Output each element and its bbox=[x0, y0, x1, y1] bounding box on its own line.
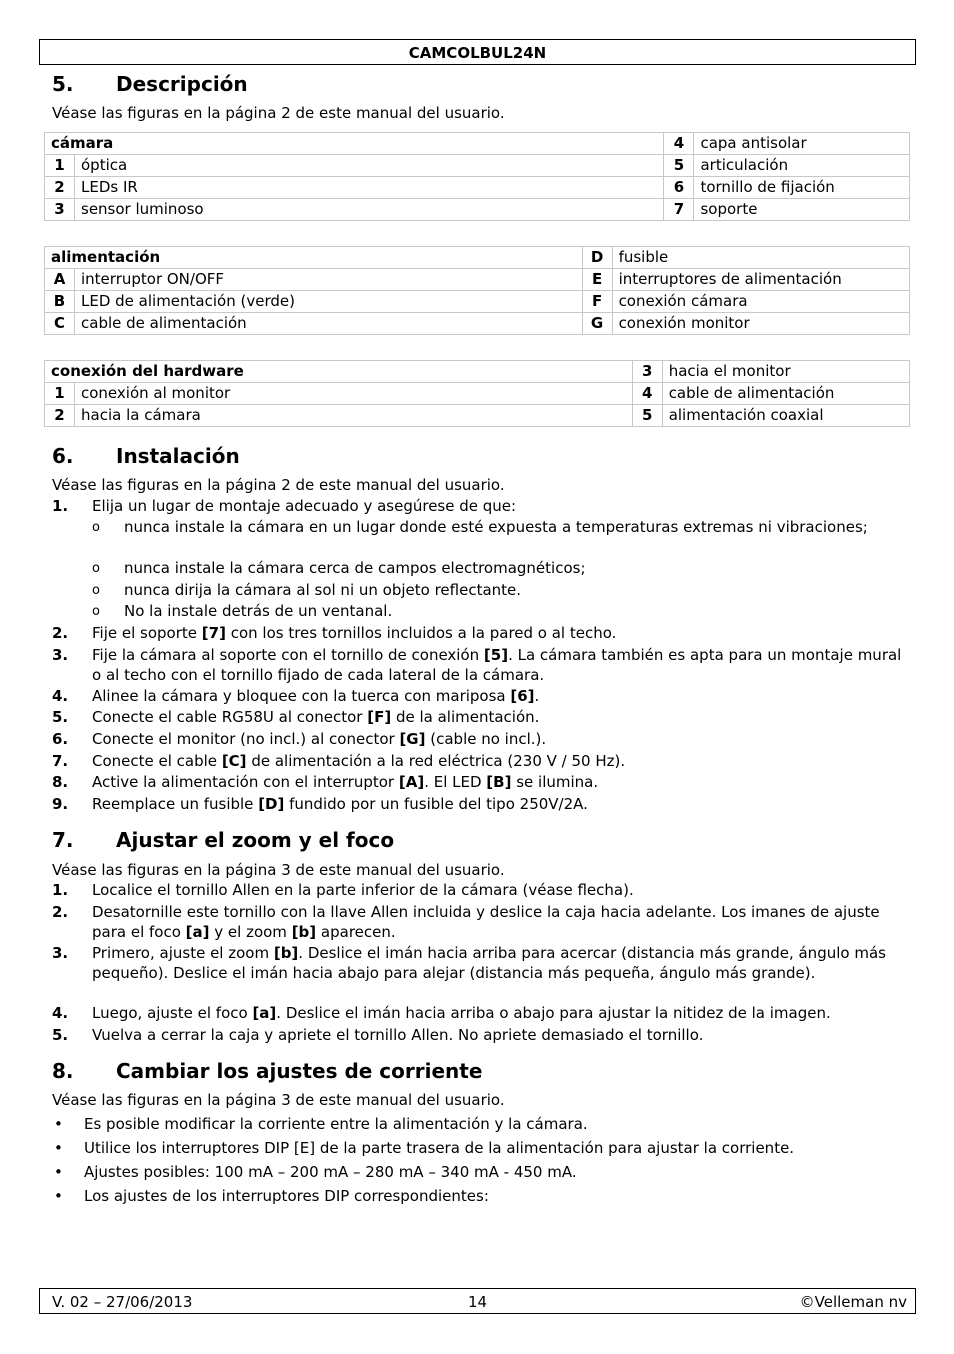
step-text: Conecte el cable [C] de alimentación a la red eléctrica (230 V / 50 Hz). bbox=[92, 752, 626, 770]
table-value: sensor luminoso bbox=[75, 199, 664, 221]
section-number: 8. bbox=[52, 1059, 74, 1083]
table-row bbox=[45, 199, 910, 221]
bullet-text: Utilice los interruptores DIP [E] de la parte trasera de la alimentación para ajustar la corriente. bbox=[84, 1139, 795, 1157]
sub-item-text: nunca instale la cámara cerca de campos electromagnéticos; bbox=[124, 559, 586, 577]
circle-bullet-icon: o bbox=[92, 520, 100, 535]
table-row bbox=[45, 291, 910, 313]
step-number: 4. bbox=[52, 1004, 69, 1022]
bullet-icon: • bbox=[54, 1187, 63, 1205]
sub-list-item bbox=[92, 518, 892, 538]
bullet-icon: • bbox=[54, 1139, 63, 1157]
circle-bullet-icon: o bbox=[92, 561, 100, 576]
section-title: Descripción bbox=[116, 72, 248, 96]
step-number: 8. bbox=[52, 773, 69, 791]
document-header bbox=[39, 39, 916, 65]
step-text: Reemplace un fusible [D] fundido por un fusible del tipo 250V/2A. bbox=[92, 795, 588, 813]
list-item bbox=[52, 1004, 912, 1024]
section-title: Cambiar los ajustes de corriente bbox=[116, 1059, 483, 1083]
sub-list-item bbox=[92, 559, 892, 579]
table-value: óptica bbox=[75, 155, 664, 177]
list-item bbox=[52, 730, 912, 750]
table-value: articulación bbox=[694, 155, 910, 177]
table-row bbox=[45, 133, 910, 155]
list-item bbox=[52, 708, 912, 728]
table-header: conexión del hardware bbox=[45, 361, 633, 383]
step-text: Luego, ajuste el foco [a]. Deslice el imán hacia arriba o abajo para ajustar la nitidez de la imagen. bbox=[92, 1004, 831, 1022]
step-text: Fije la cámara al soporte con el tornillo de conexión [5]. La cámara también es apta para un montaje mural o al techo con el tornillo fijado de cada lateral de la cámara. bbox=[92, 646, 902, 684]
step-number: 5. bbox=[52, 708, 69, 726]
list-item bbox=[52, 773, 912, 793]
table-value: LEDs IR bbox=[75, 177, 664, 199]
table-value: conexión cámara bbox=[612, 291, 909, 313]
table-row bbox=[45, 177, 910, 199]
table-row bbox=[45, 313, 910, 335]
bullet-text: Ajustes posibles: 100 mA – 200 mA – 280 mA – 340 mA - 450 mA. bbox=[84, 1163, 577, 1181]
list-item bbox=[52, 795, 912, 815]
table-value: LED de alimentación (verde) bbox=[75, 291, 583, 313]
table-key: 7 bbox=[664, 199, 694, 221]
step-text: Active la alimentación con el interruptor [A]. El LED [B] se ilumina. bbox=[92, 773, 599, 791]
bullet-icon: • bbox=[54, 1163, 63, 1181]
sub-list-item bbox=[92, 602, 892, 622]
table-value: tornillo de fijación bbox=[694, 177, 910, 199]
table-row bbox=[45, 383, 910, 405]
section-5-heading bbox=[52, 72, 248, 96]
section-number: 7. bbox=[52, 828, 74, 852]
bullet-text: Es posible modificar la corriente entre la alimentación y la cámara. bbox=[84, 1115, 588, 1133]
circle-bullet-icon: o bbox=[92, 604, 100, 619]
step-text: Desatornille este tornillo con la llave Allen incluida y deslice la caja hacia adelante. Los imanes de ajuste para el foco [a] y el zoom [b] aparecen. bbox=[92, 903, 880, 941]
version-label: V. 02 – 27/06/2013 bbox=[52, 1293, 193, 1311]
table-key: 2 bbox=[45, 405, 75, 427]
step-number: 1. bbox=[52, 497, 69, 515]
list-item bbox=[52, 944, 912, 983]
parts-table-hardware bbox=[44, 360, 910, 427]
list-item bbox=[52, 624, 912, 644]
table-value: hacia el monitor bbox=[662, 361, 909, 383]
table-key: C bbox=[45, 313, 75, 335]
table-value: soporte bbox=[694, 199, 910, 221]
section-8-intro: Véase las figuras en la página 3 de este manual del usuario. bbox=[52, 1091, 505, 1109]
step-text: Conecte el cable RG58U al conector [F] de la alimentación. bbox=[92, 708, 540, 726]
table-key: G bbox=[582, 313, 612, 335]
table-value: capa antisolar bbox=[694, 133, 910, 155]
step-number: 1. bbox=[52, 881, 69, 899]
table-key: D bbox=[582, 247, 612, 269]
step-text: Conecte el monitor (no incl.) al conector [G] (cable no incl.). bbox=[92, 730, 547, 748]
step-text: Localice el tornillo Allen en la parte inferior de la cámara (véase flecha). bbox=[92, 881, 634, 899]
step-number: 2. bbox=[52, 903, 69, 921]
table-header: alimentación bbox=[45, 247, 583, 269]
section-title: Instalación bbox=[116, 444, 240, 468]
bullet-text: Los ajustes de los interruptores DIP correspondientes: bbox=[84, 1187, 489, 1205]
sub-list-item bbox=[92, 581, 892, 601]
step-number: 3. bbox=[52, 646, 69, 664]
table-value: cable de alimentación bbox=[662, 383, 909, 405]
list-item bbox=[52, 497, 912, 517]
list-item bbox=[52, 1114, 912, 1134]
table-value: conexión monitor bbox=[612, 313, 909, 335]
step-number: 5. bbox=[52, 1026, 69, 1044]
table-key: 3 bbox=[45, 199, 75, 221]
list-item bbox=[52, 1186, 912, 1206]
section-5-intro: Véase las figuras en la página 2 de este manual del usuario. bbox=[52, 104, 505, 122]
table-value: alimentación coaxial bbox=[662, 405, 909, 427]
table-key: 1 bbox=[45, 155, 75, 177]
table-row bbox=[45, 155, 910, 177]
step-number: 6. bbox=[52, 730, 69, 748]
list-item bbox=[52, 687, 912, 707]
table-row bbox=[45, 405, 910, 427]
parts-table-power bbox=[44, 246, 910, 335]
section-title: Ajustar el zoom y el foco bbox=[116, 828, 395, 852]
section-6-intro: Véase las figuras en la página 2 de este manual del usuario. bbox=[52, 476, 505, 494]
sub-item-text: nunca dirija la cámara al sol ni un objeto reflectante. bbox=[124, 581, 522, 599]
step-number: 3. bbox=[52, 944, 69, 962]
document-footer bbox=[39, 1288, 916, 1314]
section-number: 5. bbox=[52, 72, 74, 96]
table-key: B bbox=[45, 291, 75, 313]
copyright-label: ©Velleman nv bbox=[799, 1293, 907, 1311]
step-text: Elija un lugar de montaje adecuado y asegúrese de que: bbox=[92, 497, 517, 515]
step-number: 7. bbox=[52, 752, 69, 770]
table-value: fusible bbox=[612, 247, 909, 269]
table-key: 5 bbox=[664, 155, 694, 177]
step-number: 9. bbox=[52, 795, 69, 813]
list-item bbox=[52, 1162, 912, 1182]
table-key: 2 bbox=[45, 177, 75, 199]
step-text: Vuelva a cerrar la caja y apriete el tornillo Allen. No apriete demasiado el tornillo. bbox=[92, 1026, 704, 1044]
table-key: 5 bbox=[632, 405, 662, 427]
parts-table-camera bbox=[44, 132, 910, 221]
table-row bbox=[45, 361, 910, 383]
list-item bbox=[52, 646, 912, 685]
circle-bullet-icon: o bbox=[92, 583, 100, 598]
section-6-heading bbox=[52, 444, 240, 468]
step-number: 2. bbox=[52, 624, 69, 642]
list-item bbox=[52, 752, 912, 772]
list-item bbox=[52, 881, 912, 901]
step-text: Fije el soporte [7] con los tres tornillos incluidos a la pared o al techo. bbox=[92, 624, 617, 642]
table-key: E bbox=[582, 269, 612, 291]
list-item bbox=[52, 903, 912, 942]
section-number: 6. bbox=[52, 444, 74, 468]
table-value: hacia la cámara bbox=[75, 405, 633, 427]
list-item bbox=[52, 1026, 912, 1046]
table-row bbox=[45, 269, 910, 291]
table-header: cámara bbox=[45, 133, 664, 155]
sub-item-text: No la instale detrás de un ventanal. bbox=[124, 602, 393, 620]
page-number: 14 bbox=[467, 1293, 488, 1311]
table-row bbox=[45, 247, 910, 269]
table-key: 1 bbox=[45, 383, 75, 405]
section-7-heading bbox=[52, 828, 394, 852]
sub-item-text: nunca instale la cámara en un lugar donde esté expuesta a temperaturas extremas ni vibraciones; bbox=[124, 518, 868, 536]
section-8-heading bbox=[52, 1059, 482, 1083]
bullet-icon: • bbox=[54, 1115, 63, 1133]
table-key: 4 bbox=[664, 133, 694, 155]
table-value: conexión al monitor bbox=[75, 383, 633, 405]
section-7-intro: Véase las figuras en la página 3 de este manual del usuario. bbox=[52, 861, 505, 879]
step-text: Primero, ajuste el zoom [b]. Deslice el imán hacia arriba para acercar (distancia más grande, ángulo más pequeño). Deslice el imán hacia abajo para alejar (distancia más pequeña, ángulo más grande). bbox=[92, 944, 886, 982]
table-key: A bbox=[45, 269, 75, 291]
table-key: 3 bbox=[632, 361, 662, 383]
table-value: interruptor ON/OFF bbox=[75, 269, 583, 291]
table-value: interruptores de alimentación bbox=[612, 269, 909, 291]
table-value: cable de alimentación bbox=[75, 313, 583, 335]
table-key: 6 bbox=[664, 177, 694, 199]
table-key: 4 bbox=[632, 383, 662, 405]
list-item bbox=[52, 1138, 912, 1158]
step-text: Alinee la cámara y bloquee con la tuerca con mariposa [6]. bbox=[92, 687, 540, 705]
product-code: CAMCOLBUL24N bbox=[408, 44, 547, 62]
step-number: 4. bbox=[52, 687, 69, 705]
table-key: F bbox=[582, 291, 612, 313]
